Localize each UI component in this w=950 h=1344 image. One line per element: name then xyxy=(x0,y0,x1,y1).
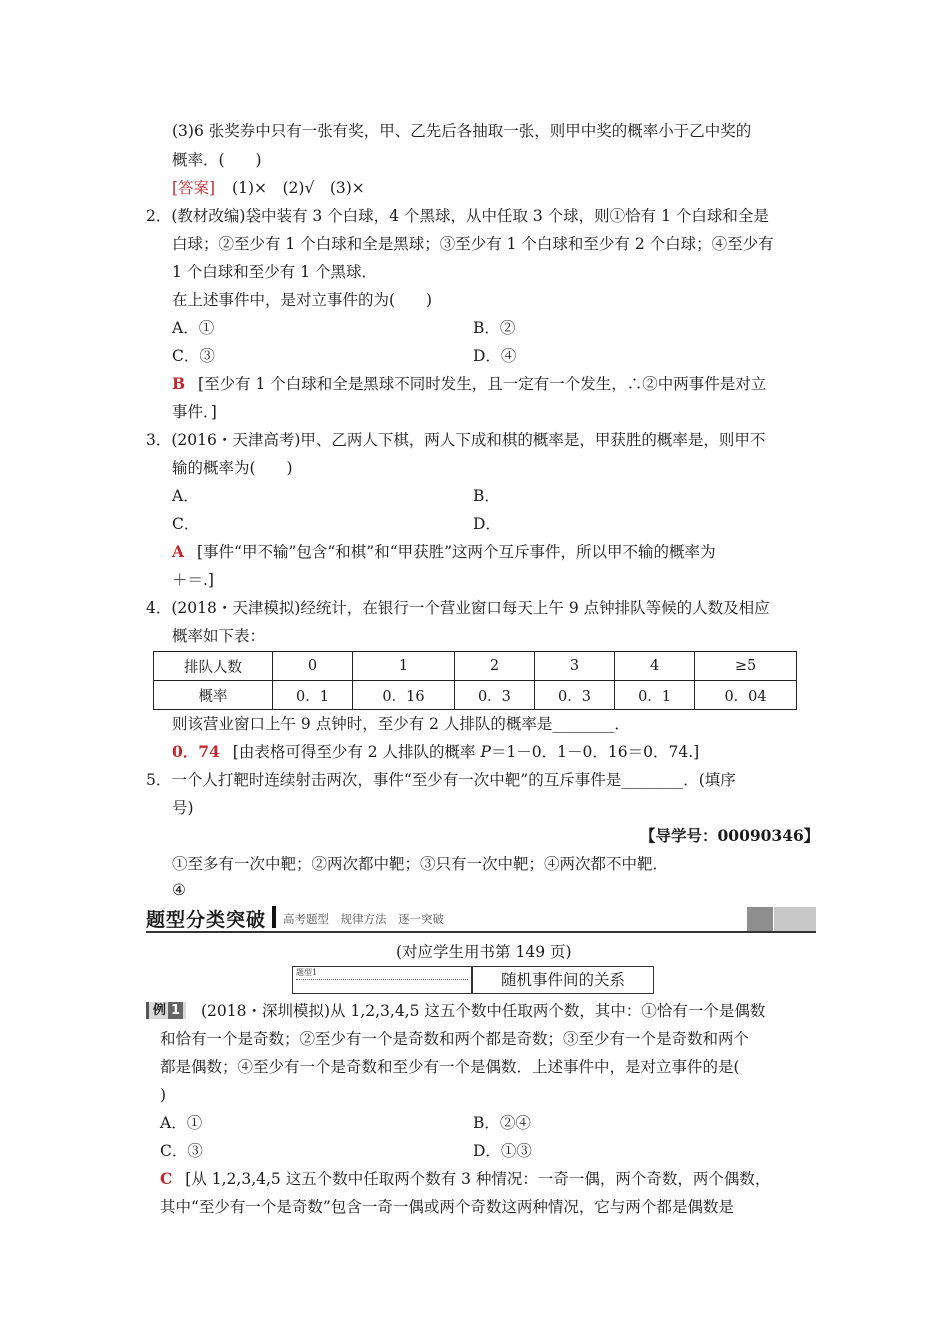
table-cell: 4 xyxy=(615,652,695,681)
q4-line1: 4．(2018・天津模拟)经统计，在银行一个营业窗口每天上午 9 点钟排队等候的人数及相应 xyxy=(146,599,770,617)
q-prev-line1: (3)6 张奖券中只有一张有奖，甲、乙先后各抽取一张，则甲中奖的概率小于乙中奖的 xyxy=(172,122,752,140)
q2-option-b: B．② xyxy=(473,319,516,337)
q3-option-d: D． xyxy=(473,515,501,533)
topic-tag-dots xyxy=(296,979,468,980)
section-subtitle: 高考题型 规律方法 逐一突破 xyxy=(283,912,444,926)
table-cell: 0．3 xyxy=(454,681,534,710)
q2-answer-letter: B xyxy=(172,374,186,393)
q4-line2: 概率如下表： xyxy=(172,627,266,645)
example-answer-letter: C xyxy=(160,1169,173,1188)
q2-option-c: C．③ xyxy=(172,347,215,365)
q2-line3: 1 个白球和至少有 1 个黑球． xyxy=(172,263,378,281)
q2-option-d: D．④ xyxy=(473,347,517,365)
table-cell: 0 xyxy=(273,652,353,681)
table-cell: 排队人数 xyxy=(154,652,273,681)
q3-explanation-line2: ＋＝.] xyxy=(172,571,214,589)
q5-line1: 5．一个人打靶时连续射击两次，事件“至少有一次中靶”的互斥事件是________．(填序 xyxy=(146,771,736,789)
example-explanation-line1 xyxy=(160,1168,770,1190)
banner-decoration-dark xyxy=(747,907,773,931)
example-explanation-line2: 其中“至少有一个是奇数”包含一奇一偶或两个奇数这两种情况，它与两个都是偶数是 xyxy=(160,1198,734,1216)
table-cell: 3 xyxy=(534,652,614,681)
table-cell: ≥5 xyxy=(695,652,797,681)
table-cell: 0．04 xyxy=(695,681,797,710)
section-title: 题型分类突破 xyxy=(146,909,267,931)
example-option-d: D．①③ xyxy=(473,1142,532,1160)
q3-explanation-line1 xyxy=(172,541,716,563)
example-option-c: C．③ xyxy=(160,1142,203,1160)
q-prev-line2: 概率．( ) xyxy=(172,151,262,169)
example-line4: ) xyxy=(160,1086,167,1104)
q3-option-b: B． xyxy=(473,487,500,505)
table-row xyxy=(154,681,797,710)
table-cell: 0．1 xyxy=(273,681,353,710)
topic-label: 随机事件间的关系 xyxy=(472,966,654,994)
answer-text: (1)× (2)√ (3)× xyxy=(232,179,365,197)
table-cell: 0．16 xyxy=(353,681,455,710)
q4-explanation xyxy=(172,741,699,763)
table-cell: 0．1 xyxy=(615,681,695,710)
topic-tag xyxy=(292,966,472,994)
q5-options: ①至多有一次中靶；②两次都中靶；③只有一次中靶；④两次都不中靶． xyxy=(172,855,669,873)
q2-explanation-line2: 事件．] xyxy=(172,403,217,421)
q2-exp1: [至少有 1 个白球和全是黑球不同时发生，且一定有一个发生，∴②中两事件是对立 xyxy=(198,375,767,393)
answer-tag: [答案] xyxy=(172,179,216,197)
page-reference: (对应学生用书第 149 页) xyxy=(396,943,572,961)
table-cell: 概率 xyxy=(154,681,273,710)
example-exp1: [从 1,2,3,4,5 这五个数中任取两个数有 3 种情况：一奇一偶，两个奇数，两个偶数， xyxy=(185,1170,771,1188)
guide-number: 【导学号：00090346】 xyxy=(640,826,820,845)
q4-answer-value: 0．74 xyxy=(172,742,220,761)
example-line3: 都是偶数；④至少有一个是奇数和至少有一个是偶数．上述事件中，是对立事件的是( xyxy=(160,1058,740,1076)
q2-line2: 白球；②至少有 1 个白球和全是黑球；③至少有 1 个白球和至少有 2 个白球；④至少有 xyxy=(172,235,774,253)
example-badge-label: 例 xyxy=(153,1003,167,1018)
q3-option-c: C． xyxy=(172,515,200,533)
example-line2: 和恰有一个是奇数；②至少有一个是奇数和两个都是奇数；③至少有一个是奇数和两个 xyxy=(160,1030,750,1048)
table-cell: 2 xyxy=(454,652,534,681)
q2-option-a: A．① xyxy=(172,319,215,337)
queue-probability-table xyxy=(153,651,797,710)
q2-line4: 在上述事件中，是对立事件的为( ) xyxy=(172,291,433,309)
table-cell: 0．3 xyxy=(534,681,614,710)
q4-exp-p: P xyxy=(480,743,491,761)
q3-option-a: A． xyxy=(172,487,199,505)
q4-exp-a: [由表格可得至少有 2 人排队的概率 xyxy=(232,743,481,761)
q4-after-table: 则该营业窗口上午 9 点钟时，至少有 2 人排队的概率是________． xyxy=(172,715,630,733)
table-row xyxy=(154,652,797,681)
example-badge xyxy=(146,1002,186,1019)
q-prev-answer xyxy=(172,177,365,199)
q3-answer-letter: A xyxy=(172,542,185,561)
q2-line1: 2．(教材改编)袋中装有 3 个白球，4 个黑球，从中任取 3 个球，则①恰有 1 个白球和全是 xyxy=(146,207,769,225)
example-option-a: A．① xyxy=(160,1114,203,1132)
example-line1: (2018・深圳模拟)从 1,2,3,4,5 这五个数中任取两个数，其中：①恰有一个是偶数 xyxy=(201,1002,766,1020)
banner-decoration-light xyxy=(774,907,816,931)
q3-line1: 3．(2016・天津高考)甲、乙两人下棋，两人下成和棋的概率是，甲获胜的概率是，则甲不 xyxy=(146,431,766,449)
q5-line2: 号) xyxy=(172,799,194,817)
q5-answer: ④ xyxy=(172,881,186,899)
example-number: 1 xyxy=(168,1002,183,1019)
section-rule xyxy=(146,931,816,933)
q3-exp1: [事件“甲不输”包含“和棋”和“甲获胜”这两个互斥事件，所以甲不输的概率为 xyxy=(196,543,716,561)
section-title-divider xyxy=(272,906,276,928)
example-option-b: B．②④ xyxy=(473,1114,531,1132)
q4-exp-b: ＝1－0．1－0．16＝0．74.] xyxy=(490,743,700,761)
q3-line2: 输的概率为( ) xyxy=(172,459,293,477)
table-cell: 1 xyxy=(353,652,455,681)
q2-explanation-line1 xyxy=(172,373,766,395)
topic-tag-small: 题型1 xyxy=(296,968,318,977)
